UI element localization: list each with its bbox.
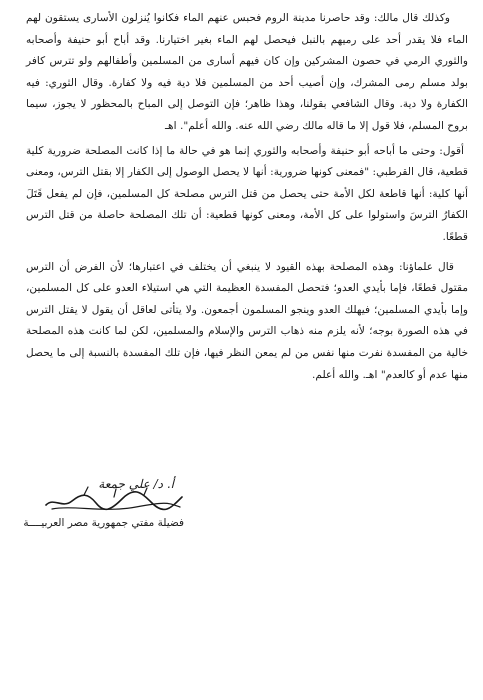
signature-name: أ. د/ علي جمعة	[98, 477, 174, 491]
signature-block	[23, 477, 184, 547]
paragraph-2: أقول: وحتى ما أباحه أبو حنيفة وأصحابه والثوري إنما هو في حالة ما إذا كانت المصلحة ضرورية كلية قطعية، قال القرطبي: "فمعنى كونها ضرورية: أنها لا يحصل الوصول إلى الكفار إلا بقتل الترس، ومعنى أنها كلية: أنها قاطعة لكل الأمة حتى يحصل من قتل الترس مصلحة كل المسلمين، فإن لم يفعل قَتَلَ الكفارُ الترسَ واستولوا على كل الأمة، ومعنى كونها قطعية: أن تلك المصلحة حاصلة من قتل الترس قطعًا.	[26, 144, 468, 243]
paragraph-1: وكذلك قال مالك: وقد حاصرنا مدينة الروم فحبس عنهم الماء فكانوا يُنزلون الأسارى يستقون لهم الماء فلا يقدر أحد على رميهم بالنبل فيحصل لهم الماء بغير اختيارنا. وقد أباح أبو حنيفة وأصحابه والثوري الرمي في حصون المشركين وإن كان فيهم أسارى من المسلمين وأطفالهم ولو تترس كافر بولد مسلم رمى المشرك، وإن أصيب أحد من المسلمين فلا دية فيه ولا كفارة. وقال الثوري: فيه الكفارة ولا دية. وقال الشافعي بقولنا، وهذا ظاهر؛ فإن التوصل إلى المباح بالمحظور لا يجوز، سيما بروح المسلم، فلا قول إلا ما قاله مالك رضي الله عنه. والله أعلم". اهـ	[26, 12, 468, 132]
handwritten-signature-icon	[44, 483, 184, 517]
document-body	[26, 8, 468, 386]
paragraph-3: قال علماؤنا: وهذه المصلحة بهذه القيود لا ينبغي أن يختلف في اعتبارها؛ لأن الفرض أن الترس مقتول قطعًا، فإما بأيدي العدو؛ فتحصل المفسدة العظيمة التي هي استيلاء العدو على كل المسلمين، وإما بأيدي المسلمين؛ فيهلك العدو وينجو المسلمون أجمعون. ولا يتأتى لعاقل أن يقول لا يقتل الترس في هذه الصورة بوجه؛ لأنه يلزم منه ذهاب الترس والإسلام والمسلمين، لكن لما كانت هذه المصلحة خالية من المفسدة نفرت منها نفس من لم يمعن النظر فيها، فإن تلك المفسدة بالنسبة إلى ما يحصل منها عدم أو كالعدم" اهـ. والله أعلم.	[26, 260, 468, 381]
signature-caption: فضيلة مفتي جمهورية مصر العربيــــة	[23, 517, 184, 529]
